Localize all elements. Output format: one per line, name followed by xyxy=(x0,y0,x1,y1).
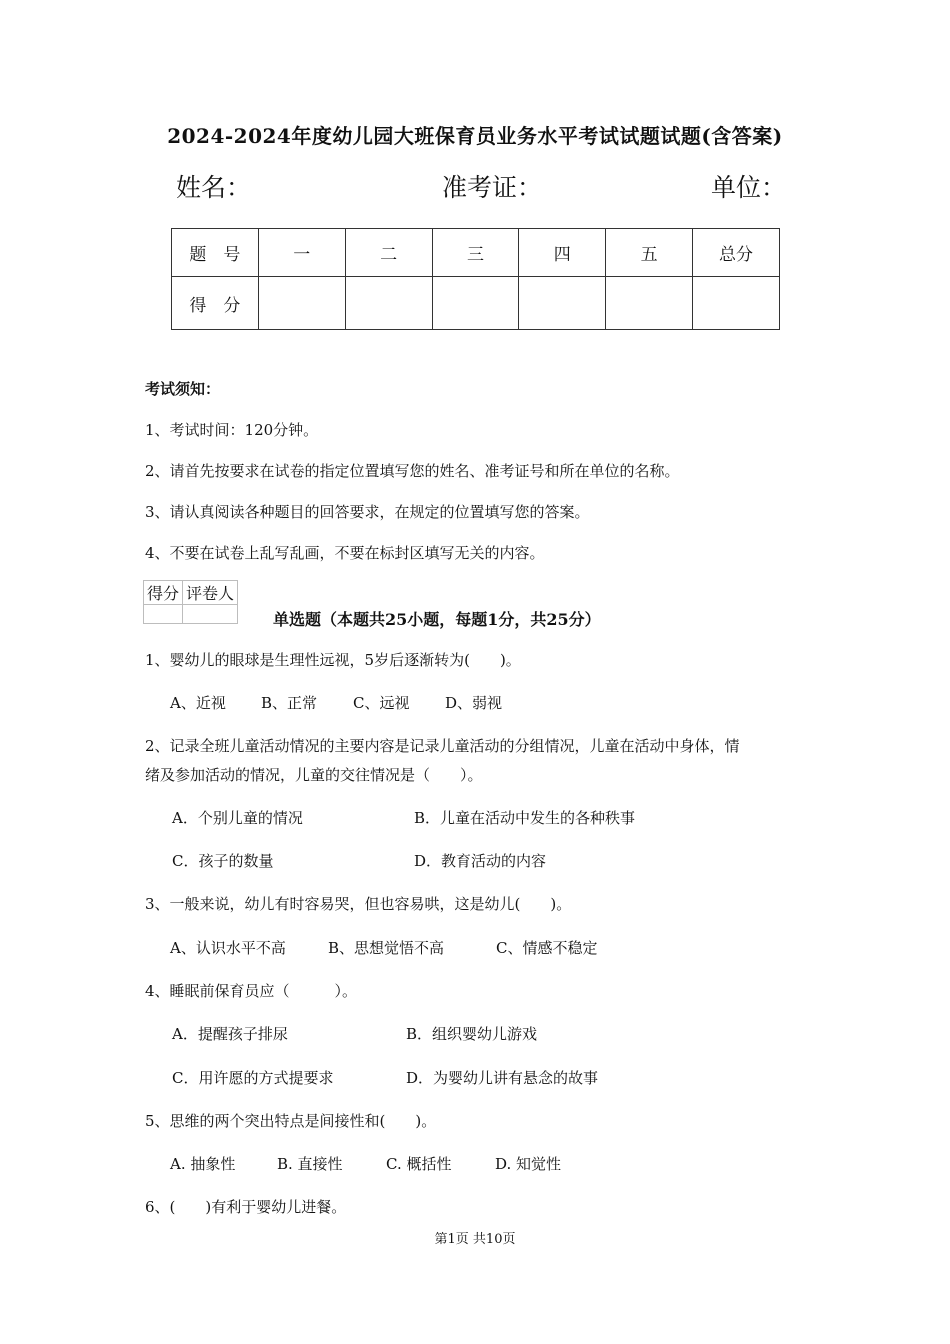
option-a: A、认识水平不高 xyxy=(170,939,286,957)
option-c: C．孩子的数量 xyxy=(172,852,274,870)
score-cell[interactable] xyxy=(606,277,693,330)
option-a: A、近视 xyxy=(170,694,226,712)
notice-item: 4、不要在试卷上乱写乱画，不要在标封区填写无关的内容。 xyxy=(145,544,545,562)
page-footer: 第1页 共10页 xyxy=(434,1232,516,1247)
notice-item: 1、考试时间：120分钟。 xyxy=(145,421,319,439)
score-table xyxy=(171,228,780,330)
grader-score-label: 得分 xyxy=(144,581,183,605)
notice-item: 3、请认真阅读各种题目的回答要求，在规定的位置填写您的答案。 xyxy=(145,503,590,521)
score-table-header-cell: 五 xyxy=(606,229,693,277)
unit-label: 单位： xyxy=(711,173,787,202)
score-row-label: 得 分 xyxy=(172,277,259,330)
question-stem: 2、记录全班儿童活动情况的主要内容是记录儿童活动的分组情况，儿童在活动中身体，情 xyxy=(145,737,740,755)
question-stem-continued: 绪及参加活动的情况，儿童的交往情况是（ ）。 xyxy=(145,766,483,784)
grader-score-cell[interactable] xyxy=(144,605,183,624)
exam-number-label: 准考证： xyxy=(442,173,543,202)
option-a: A．提醒孩子排尿 xyxy=(172,1025,288,1043)
score-table-header-cell: 二 xyxy=(345,229,432,277)
option-c: C、情感不稳定 xyxy=(496,939,598,957)
score-cell[interactable] xyxy=(432,277,519,330)
grader-header-row xyxy=(144,581,238,605)
option-b: B．儿童在活动中发生的各种秩事 xyxy=(414,809,636,827)
option-c: C、远视 xyxy=(353,694,410,712)
score-table-header-cell: 总分 xyxy=(693,229,780,277)
option-a: A．个别儿童的情况 xyxy=(172,809,303,827)
grader-box xyxy=(143,580,238,624)
score-cell[interactable] xyxy=(345,277,432,330)
score-table-header-cell: 四 xyxy=(519,229,606,277)
score-table-header-cell: 一 xyxy=(258,229,345,277)
grader-entry-row xyxy=(144,605,238,624)
option-d: D. 知觉性 xyxy=(495,1155,562,1173)
name-label: 姓名： xyxy=(176,173,252,202)
option-d: D．为婴幼儿讲有悬念的故事 xyxy=(406,1069,599,1087)
option-d: D、弱视 xyxy=(445,694,503,712)
score-table-header-cell: 题 号 xyxy=(172,229,259,277)
question-stem: 4、睡眠前保育员应（ ）。 xyxy=(145,982,358,1000)
question-stem: 5、思维的两个突出特点是间接性和( )。 xyxy=(145,1112,437,1130)
score-table-header-row xyxy=(172,229,780,277)
grader-reviewer-cell[interactable] xyxy=(183,605,238,624)
score-cell[interactable] xyxy=(258,277,345,330)
score-cell[interactable] xyxy=(693,277,780,330)
question-stem: 1、婴幼儿的眼球是生理性远视，5岁后逐渐转为( )。 xyxy=(145,651,521,669)
option-b: B、正常 xyxy=(261,694,318,712)
question-stem: 3、一般来说，幼儿有时容易哭，但也容易哄，这是幼儿( )。 xyxy=(145,895,572,913)
score-table-score-row xyxy=(172,277,780,330)
grader-reviewer-label: 评卷人 xyxy=(183,581,238,605)
question-stem: 6、( )有利于婴幼儿进餐。 xyxy=(145,1198,347,1216)
option-a: A. 抽象性 xyxy=(170,1155,236,1173)
notice-heading: 考试须知： xyxy=(145,380,221,398)
notice-item: 2、请首先按要求在试卷的指定位置填写您的姓名、准考证号和所在单位的名称。 xyxy=(145,462,680,480)
option-b: B、思想觉悟不高 xyxy=(328,939,445,957)
option-c: C．用许愿的方式提要求 xyxy=(172,1069,334,1087)
option-d: D．教育活动的内容 xyxy=(414,852,547,870)
option-c: C. 概括性 xyxy=(386,1155,452,1173)
score-table-header-cell: 三 xyxy=(432,229,519,277)
page-title: 2024-2024年度幼儿园大班保育员业务水平考试试题试题(含答案) xyxy=(167,124,783,148)
section-title: 单选题（本题共25小题，每题1分，共25分） xyxy=(273,610,601,629)
score-cell[interactable] xyxy=(519,277,606,330)
option-b: B. 直接性 xyxy=(277,1155,343,1173)
option-b: B．组织婴幼儿游戏 xyxy=(406,1025,538,1043)
